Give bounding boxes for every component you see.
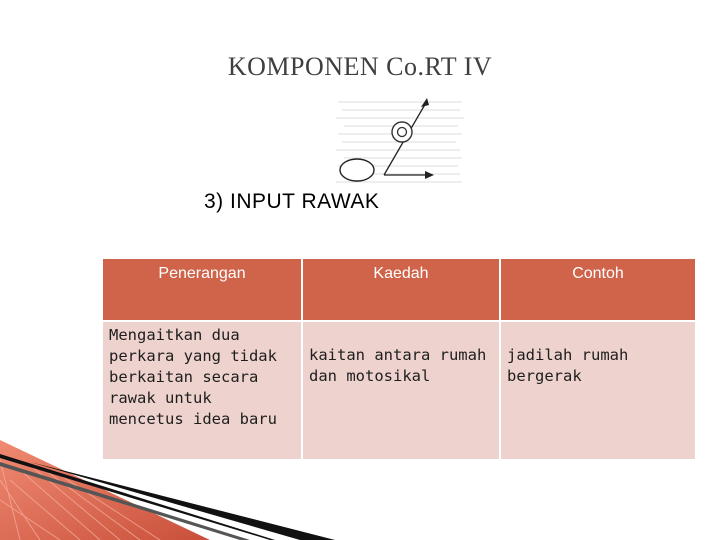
- slide-subtitle: 3) INPUT RAWAK: [204, 190, 380, 213]
- cell-penerangan: Mengaitkan dua perkara yang tidak berkaitan secara rawak untuk mencetus idea baru: [102, 321, 302, 460]
- slide-title: KOMPONEN Co.RT IV: [227, 52, 493, 81]
- corner-ribbon-decoration-icon: [0, 440, 340, 540]
- table-header-row: [102, 258, 696, 321]
- header-contoh: Contoh: [500, 258, 696, 321]
- header-penerangan: Penerangan: [102, 258, 302, 321]
- header-kaedah: Kaedah: [302, 258, 500, 321]
- random-input-diagram-icon: [330, 96, 470, 192]
- cell-contoh: jadilah rumah bergerak: [500, 321, 696, 460]
- cell-kaedah: kaitan antara rumah dan motosikal: [302, 321, 500, 460]
- cort-table: [101, 257, 697, 461]
